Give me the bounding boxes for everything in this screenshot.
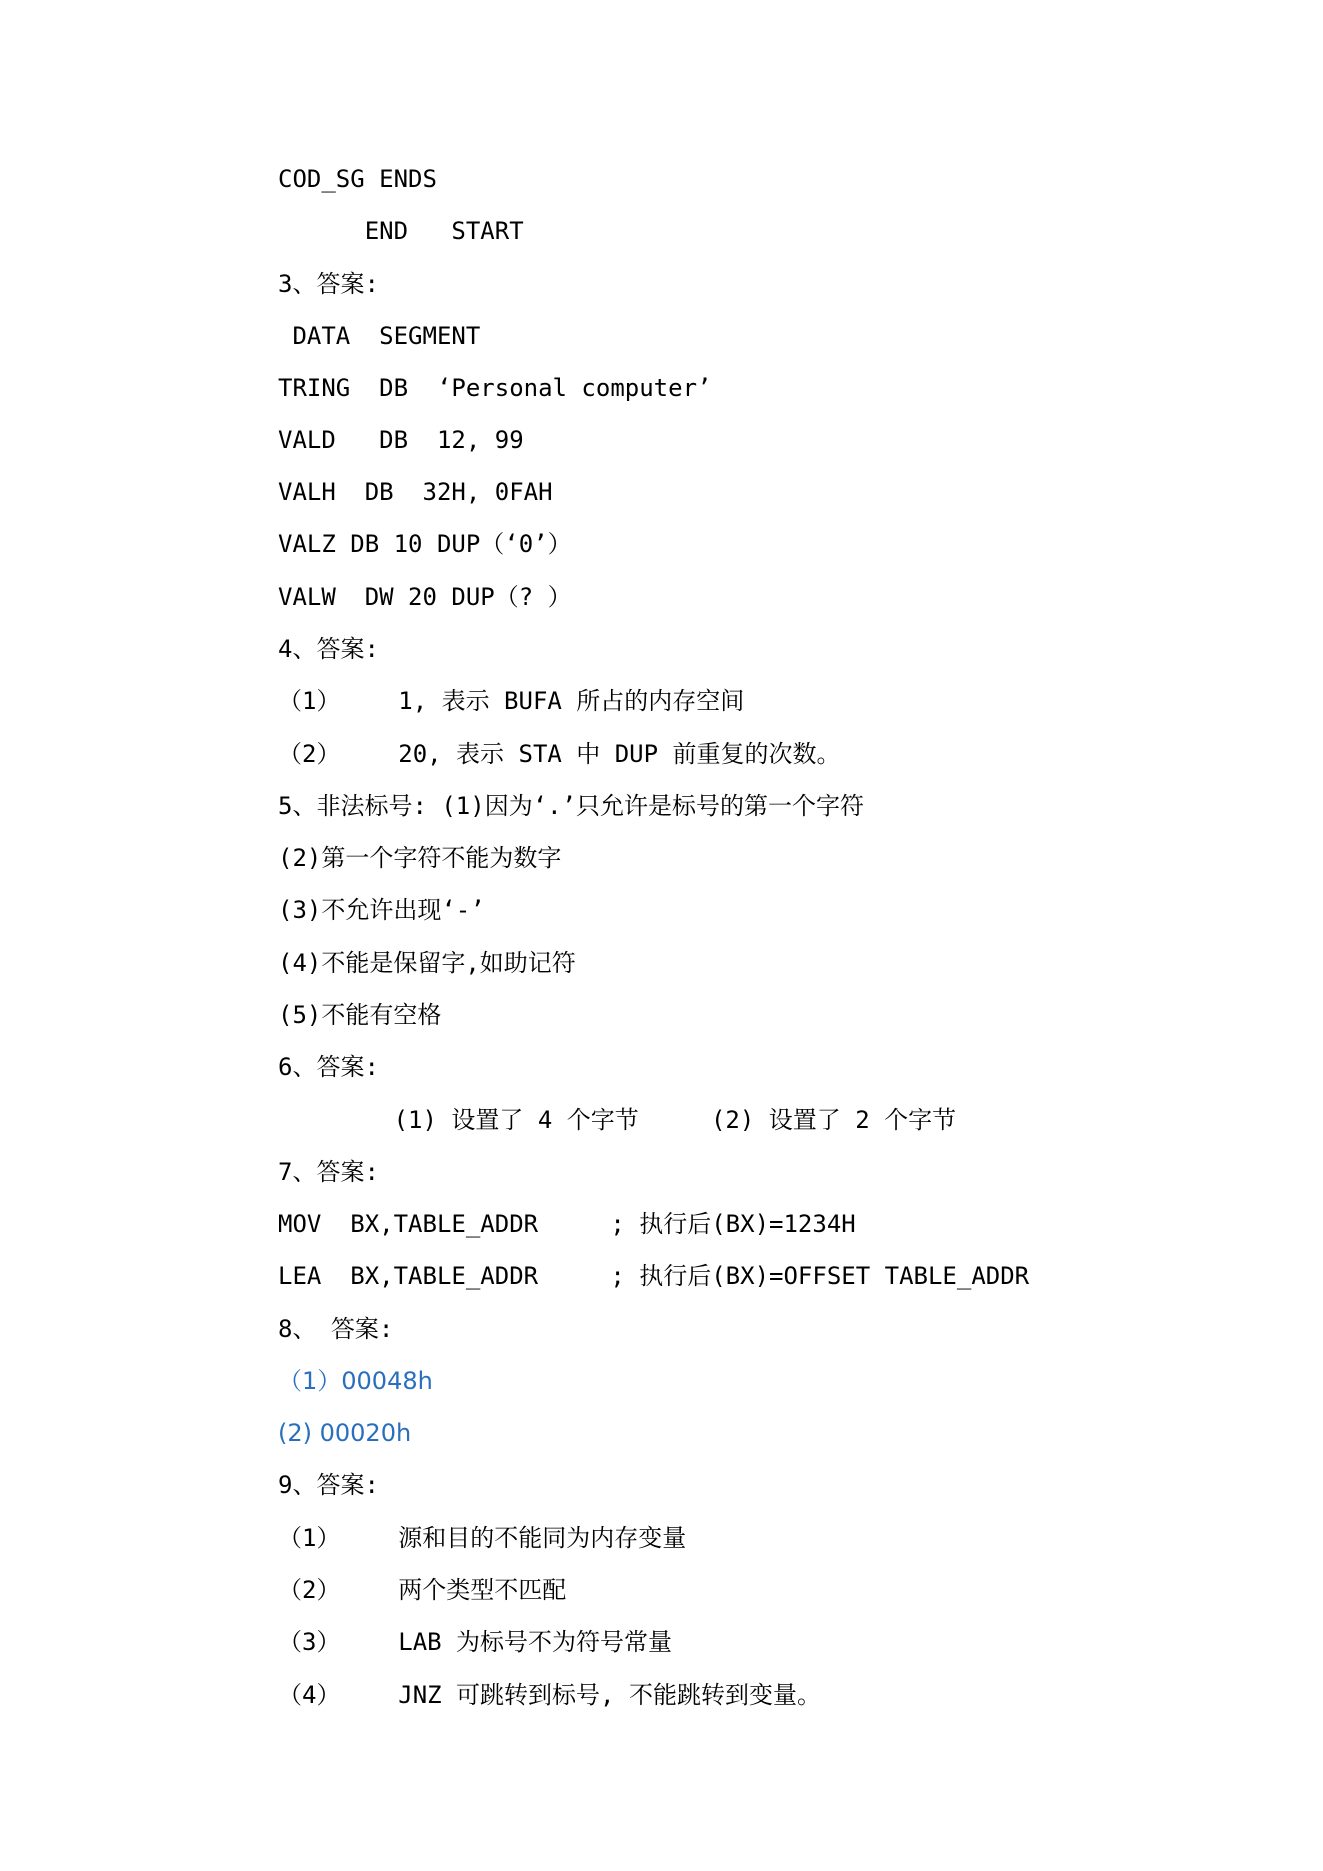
answer-5-item-4: (4)不能是保留字,如助记符	[278, 949, 576, 977]
code-line-cod-sg-ends: COD_SG ENDS	[278, 165, 437, 193]
answer-9-item-3: （3） LAB 为标号不为符号常量	[278, 1628, 673, 1656]
answer-9-item-4: （4） JNZ 可跳转到标号, 不能跳转到变量。	[278, 1681, 821, 1709]
answer-5-item-2: (2)第一个字符不能为数字	[278, 844, 562, 872]
code-line-mov: MOV BX,TABLE_ADDR ; 执行后(BX)=1234H	[278, 1210, 856, 1238]
code-line-data-segment: DATA SEGMENT	[278, 322, 481, 350]
answer-heading-7: 7、答案:	[278, 1158, 379, 1186]
code-line-vald: VALD DB 12, 99	[278, 426, 524, 454]
code-line-valw: VALW DW 20 DUP（? ）	[278, 583, 572, 611]
answer-4-item-1: （1） 1, 表示 BUFA 所占的内存空间	[278, 687, 745, 715]
answer-8-item-2: (2) 00020h	[278, 1419, 412, 1447]
code-line-valz: VALZ DB 10 DUP（‘0’）	[278, 530, 572, 558]
answer-heading-8: 8、 答案:	[278, 1315, 394, 1343]
answer-4-item-2: （2） 20, 表示 STA 中 DUP 前重复的次数。	[278, 740, 841, 768]
answer-5-item-3: (3)不允许出现‘-’	[278, 896, 485, 924]
code-line-lea: LEA BX,TABLE_ADDR ; 执行后(BX)=OFFSET TABLE_ADDR	[278, 1262, 1030, 1290]
code-line-end-start: END START	[278, 217, 524, 245]
code-line-tring: TRING DB ‘Personal computer’	[278, 374, 712, 402]
answer-9-item-2: （2） 两个类型不匹配	[278, 1576, 567, 1604]
answer-heading-5: 5、非法标号: (1)因为‘.’只允许是标号的第一个字符	[278, 792, 865, 820]
answer-9-item-1: （1） 源和目的不能同为内存变量	[278, 1524, 687, 1552]
answer-6-items: (1) 设置了 4 个字节 (2) 设置了 2 个字节	[278, 1106, 957, 1134]
answer-heading-6: 6、答案:	[278, 1053, 379, 1081]
answer-heading-3: 3、答案:	[278, 270, 379, 298]
answer-heading-4: 4、答案:	[278, 635, 379, 663]
answer-heading-9: 9、答案:	[278, 1471, 379, 1499]
answer-8-item-1: （1）00048h	[278, 1367, 433, 1395]
code-line-valh: VALH DB 32H, 0FAH	[278, 478, 553, 506]
answer-5-item-5: (5)不能有空格	[278, 1001, 442, 1029]
